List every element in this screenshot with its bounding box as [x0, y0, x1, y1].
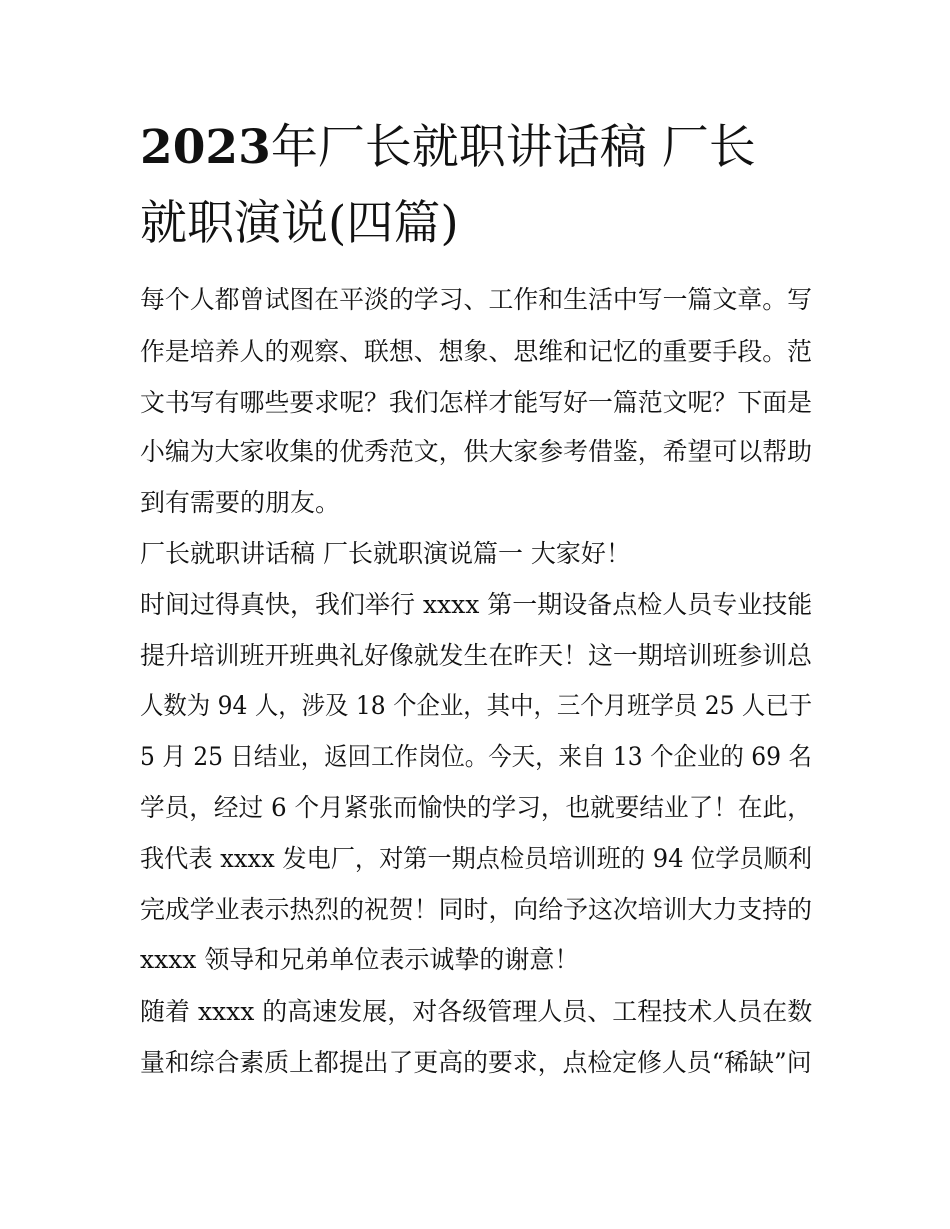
paragraph-line: 我代表 xxxx 发电厂，对第一期点检员培训班的 94 位学员顺利: [140, 844, 812, 873]
paragraph-line: 作是培养人的观察、联想、想象、思维和记忆的重要手段。范: [140, 337, 813, 366]
paragraph-line: 小编为大家收集的优秀范文，供大家参考借鉴，希望可以帮助: [140, 437, 813, 466]
paragraph-line: 到有需要的朋友。: [140, 488, 341, 517]
document-title-line-1: [140, 120, 756, 176]
title-year: 2023: [140, 120, 271, 175]
paragraph-line: 量和综合素质上都提出了更高的要求，点检定修人员“稀缺”问: [140, 1048, 812, 1077]
paragraph-line: 随着 xxxx 的高速发展，对各级管理人员、工程技术人员在数: [140, 997, 813, 1026]
paragraph-line: xxxx 领导和兄弟单位表示诚挚的谢意！: [140, 945, 580, 974]
title-text: 年厂长就职讲话稿 厂长: [270, 120, 756, 175]
section-heading-line: 厂长就职讲话稿 厂长就职演说篇一 大家好！: [140, 539, 631, 568]
document-title-line-2: 就职演说(四篇): [140, 196, 459, 251]
paragraph-line: 时间过得真快，我们举行 xxxx 第一期设备点检人员专业技能: [140, 590, 813, 619]
paragraph-line: 5 月 25 日结业，返回工作岗位。今天，来自 13 个企业的 69 名: [140, 742, 812, 771]
paragraph-line: 每个人都曾试图在平淡的学习、工作和生活中写一篇文章。写: [140, 285, 813, 314]
paragraph-line: 文书写有哪些要求呢？我们怎样才能写好一篇范文呢？下面是: [140, 388, 813, 417]
paragraph-line: 人数为 94 人，涉及 18 个企业，其中，三个月班学员 25 人已于: [140, 691, 813, 720]
paragraph-line: 完成学业表示热烈的祝贺！同时，向给予这次培训大力支持的: [140, 895, 813, 924]
paragraph-line: 提升培训班开班典礼好像就发生在昨天！这一期培训班参训总: [140, 641, 813, 670]
paragraph-line: 学员，经过 6 个月紧张而愉快的学习，也就要结业了！在此，: [140, 793, 812, 822]
